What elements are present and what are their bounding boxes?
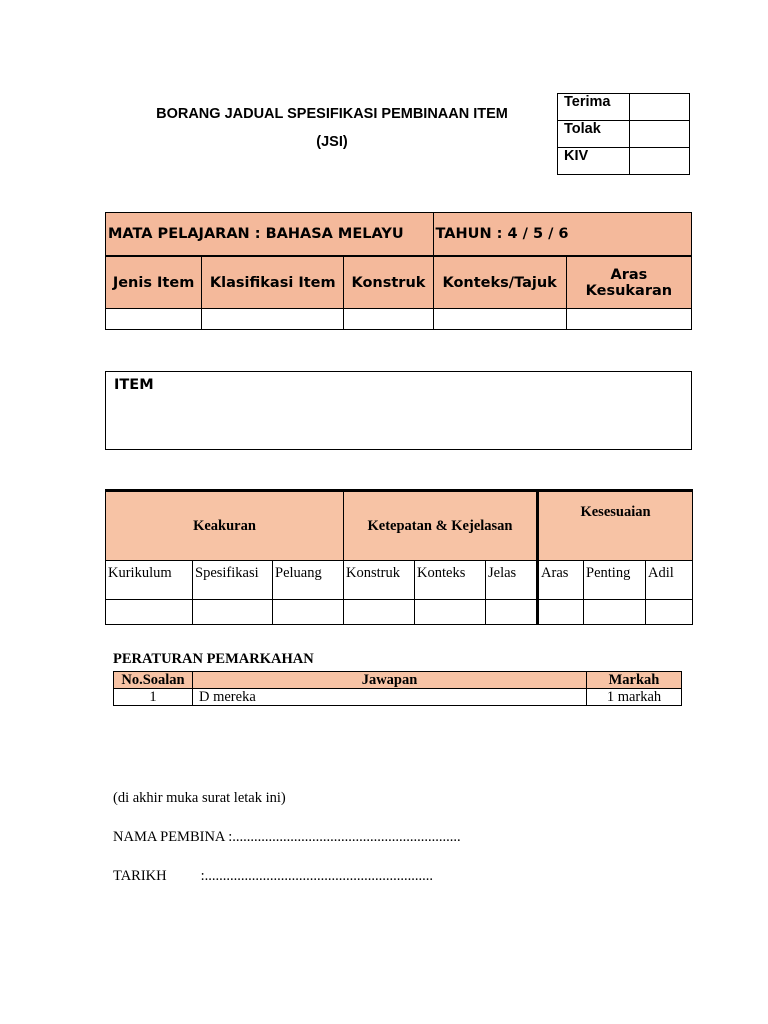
check-jelas[interactable] [486,600,538,625]
check-kurikulum[interactable] [106,600,193,625]
input-konstruk[interactable] [344,309,433,330]
cell-no-soalan: 1 [114,689,193,706]
status-checkbox-tolak[interactable] [630,121,690,148]
check-penting[interactable] [584,600,646,625]
status-checkbox-terima[interactable] [630,94,690,121]
check-spesifikasi[interactable] [193,600,273,625]
header-no-soalan: No.Soalan [114,672,193,689]
criteria-adil: Adil [646,561,693,600]
quality-table [105,489,693,625]
check-konteks[interactable] [415,600,486,625]
criteria-peluang: Peluang [273,561,344,600]
builder-name-field[interactable] [113,829,461,846]
status-label-tolak: Tolak [558,121,630,148]
item-label: ITEM [114,377,154,393]
check-peluang[interactable] [273,600,344,625]
form-title: BORANG JADUAL SPESIFIKASI PEMBINAAN ITEM [156,106,508,122]
status-checkbox-kiv[interactable] [630,148,690,175]
date-label: TARIKH [113,868,167,884]
check-aras[interactable] [538,600,584,625]
rules-table [113,671,682,706]
header-konstruk: Konstruk [344,256,433,309]
group-kesesuaian: Kesesuaian [538,491,693,561]
subject-table [105,212,692,330]
header-klasifikasi-item: Klasifikasi Item [202,256,344,309]
criteria-konteks: Konteks [415,561,486,600]
cell-jawapan: D mereka [193,689,587,706]
rules-heading: PERATURAN PEMARKAHAN [113,651,314,667]
check-adil[interactable] [646,600,693,625]
item-box[interactable] [105,371,692,450]
criteria-spesifikasi: Spesifikasi [193,561,273,600]
input-jenis-item[interactable] [106,309,202,330]
input-konteks-tajuk[interactable] [433,309,566,330]
header-aras-kesukaran: Aras Kesukaran [566,256,691,309]
group-ketepatan-kejelasan: Ketepatan & Kejelasan [344,491,538,561]
header-jenis-item: Jenis Item [106,256,202,309]
criteria-konstruk: Konstruk [344,561,415,600]
status-label-kiv: KIV [558,148,630,175]
date-field[interactable] [113,868,433,885]
criteria-kurikulum: Kurikulum [106,561,193,600]
cell-markah: 1 markah [587,689,682,706]
footer-note: (di akhir muka surat letak ini) [113,790,286,806]
date-line[interactable]: :............................................................... [200,868,434,884]
status-box [557,93,690,175]
input-klasifikasi-item[interactable] [202,309,344,330]
table-row [114,689,682,706]
input-aras-kesukaran[interactable] [566,309,691,330]
header-markah: Markah [587,672,682,689]
criteria-penting: Penting [584,561,646,600]
group-keakuran: Keakuran [106,491,344,561]
criteria-jelas: Jelas [486,561,538,600]
criteria-aras: Aras [538,561,584,600]
check-konstruk[interactable] [344,600,415,625]
subject-name: MATA PELAJARAN : BAHASA MELAYU [106,213,434,257]
form-subtitle: (JSI) [316,134,348,150]
status-label-terima: Terima [558,94,630,121]
builder-line[interactable]: ............................................................... [232,829,461,845]
header-konteks-tajuk: Konteks/Tajuk [433,256,566,309]
header-jawapan: Jawapan [193,672,587,689]
subject-year: TAHUN : 4 / 5 / 6 [433,213,691,257]
builder-label: NAMA PEMBINA : [113,829,233,845]
